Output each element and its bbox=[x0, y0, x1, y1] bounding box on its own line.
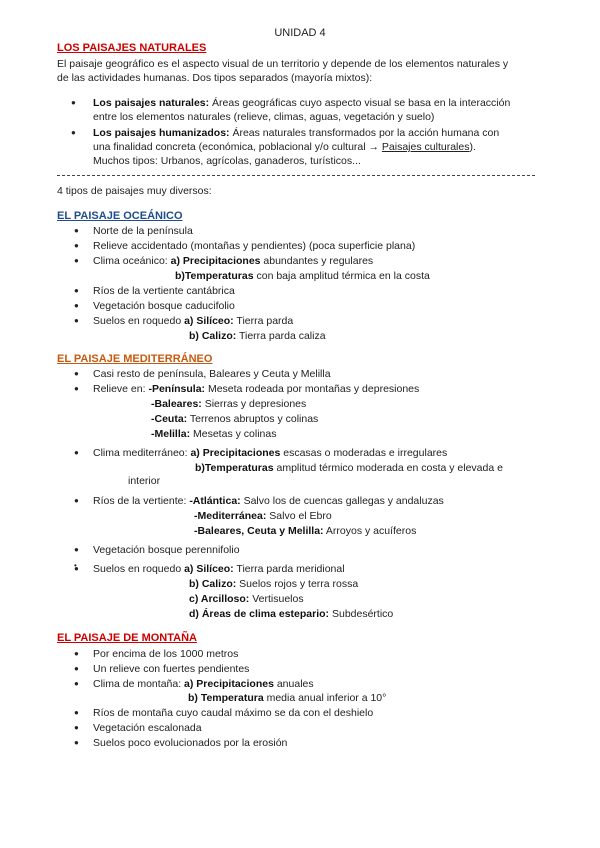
label-atlantica: -Atlántica: bbox=[189, 495, 241, 507]
mediterraneo-relieve-baleares bbox=[151, 397, 306, 411]
bullet-paisajes-humanizados bbox=[93, 126, 499, 140]
mediterraneo-item-rios bbox=[93, 494, 444, 508]
text-fragment: ). bbox=[469, 141, 476, 153]
text-fragment: Salvo el Ebro bbox=[266, 510, 332, 522]
heading-paisaje-montana: EL PAISAJE DE MONTAÑA bbox=[57, 632, 197, 644]
text-fragment: media anual inferior a 10° bbox=[263, 692, 387, 704]
text-fragment: una finalidad concreta (económica, poblacional y/o cultural → bbox=[93, 141, 382, 153]
text-fragment: Tierra parda bbox=[233, 315, 294, 327]
text-fragment: Suelos rojos y terra rossa bbox=[236, 578, 359, 590]
text-fragment: escasas o moderadas e irregulares bbox=[280, 447, 448, 459]
label-temperatura: b) Temperatura bbox=[188, 692, 264, 704]
mediterraneo-item-vegetacion: ● Vegetación bosque perennifolio bbox=[93, 543, 240, 557]
label-siliceo: a) Silíceo: bbox=[184, 563, 234, 575]
heading-paisajes-naturales: LOS PAISAJES NATURALES bbox=[57, 42, 207, 54]
mediterraneo-clima-temperaturas bbox=[195, 461, 503, 475]
label-temperaturas: b)Temperaturas bbox=[175, 270, 254, 282]
mediterraneo-item-clima bbox=[93, 446, 447, 460]
dashed-divider bbox=[57, 175, 535, 176]
text-fragment: Arroyos y acuíferos bbox=[323, 525, 417, 537]
definition-text: Áreas naturales transformados por la acción humana con bbox=[229, 127, 500, 139]
bullet-paisajes-naturales-cont: entre los elementos naturales (relieve, climas, aguas, vegetación y suelo) bbox=[93, 111, 435, 123]
text-fragment: Relieve en: bbox=[93, 383, 149, 395]
text-fragment: Mesetas y colinas bbox=[190, 428, 277, 440]
label-ceuta: -Ceuta: bbox=[151, 413, 188, 425]
text-fragment: Salvo los de cuencas gallegas y andaluzas bbox=[240, 495, 444, 507]
mediterraneo-rios-baleares-ceuta-melilla bbox=[194, 524, 416, 538]
label-temperaturas: b)Temperaturas bbox=[195, 462, 274, 474]
oceanico-item-suelos-calizo bbox=[189, 329, 326, 343]
bullet-paisajes-humanizados-cont bbox=[93, 140, 476, 154]
mediterraneo-suelos-arcilloso bbox=[189, 592, 304, 606]
label-precipitaciones: a) Precipitaciones bbox=[190, 447, 281, 459]
term-paisajes-humanizados: Los paisajes humanizados: bbox=[93, 127, 230, 139]
text-fragment: Terrenos abruptos y colinas bbox=[187, 413, 319, 425]
label-mediterranea: -Mediterránea: bbox=[194, 510, 267, 522]
text-fragment: Suelos en roquedo bbox=[93, 563, 185, 575]
text-fragment: Sierras y depresiones bbox=[201, 398, 307, 410]
term-paisajes-naturales: Los paisajes naturales: bbox=[93, 97, 210, 109]
mediterraneo-relieve-ceuta bbox=[151, 412, 318, 426]
mediterraneo-item-suelos bbox=[93, 562, 345, 576]
text-fragment: Clima de montaña: bbox=[93, 678, 185, 690]
oceanico-item-vegetacion: ● Vegetación bosque caducifolio bbox=[93, 299, 235, 313]
text-fragment: Tierra parda caliza bbox=[236, 330, 326, 342]
mediterraneo-suelos-estepario bbox=[189, 607, 393, 621]
oceanico-item-suelos bbox=[93, 314, 293, 328]
text-fragment: Vertisuelos bbox=[249, 593, 304, 605]
text-fragment: Meseta rodeada por montañas y depresiones bbox=[205, 383, 420, 395]
montana-item-suelos: ● Suelos poco evolucionados por la erosión bbox=[93, 736, 287, 750]
label-arcilloso: c) Arcilloso: bbox=[189, 593, 250, 605]
label-baleares-ceuta-melilla: -Baleares, Ceuta y Melilla: bbox=[194, 525, 324, 537]
mediterraneo-item-ubicacion: ● Casi resto de península, Baleares y Ceuta y Melilla bbox=[93, 367, 331, 381]
montana-item-rios: ● Ríos de montaña cuyo caudal máximo se da con el deshielo bbox=[93, 706, 373, 720]
text-fragment: Suelos en roquedo bbox=[93, 315, 185, 327]
oceanico-item-rios: ● Ríos de la vertiente cantábrica bbox=[93, 284, 235, 298]
text-fragment: Clima oceánico: bbox=[93, 255, 171, 267]
unit-title: UNIDAD 4 bbox=[274, 27, 326, 39]
link-paisajes-culturales[interactable]: Paisajes culturales bbox=[381, 141, 470, 153]
label-melilla: -Melilla: bbox=[151, 428, 191, 440]
text-fragment: Clima mediterráneo: bbox=[93, 447, 191, 459]
heading-paisaje-oceanico: EL PAISAJE OCEÁNICO bbox=[57, 210, 183, 222]
label-baleares: -Baleares: bbox=[151, 398, 202, 410]
intro-paragraph-line-1: El paisaje geográfico es el aspecto visual de un territorio y depende de los elementos naturales y bbox=[57, 58, 509, 70]
bullet-paisajes-humanizados-types: Muchos tipos: Urbanos, agrícolas, ganaderos, turísticos... bbox=[93, 155, 361, 167]
montana-clima-temperatura bbox=[188, 691, 386, 705]
types-intro: 4 tipos de paisajes muy diversos: bbox=[57, 185, 212, 197]
mediterraneo-item-relieve bbox=[93, 382, 419, 396]
montana-item-relieve: ● Un relieve con fuertes pendientes bbox=[93, 662, 249, 676]
heading-paisaje-mediterraneo: EL PAISAJE MEDITERRÁNEO bbox=[57, 353, 213, 365]
montana-item-altitud: ● Por encima de los 1000 metros bbox=[93, 647, 238, 661]
mediterraneo-relieve-melilla bbox=[151, 427, 276, 441]
text-fragment: anuales bbox=[273, 678, 314, 690]
label-calizo: b) Calizo: bbox=[189, 578, 237, 590]
text-fragment: Subdesértico bbox=[329, 608, 394, 620]
text-fragment: Ríos de la vertiente: bbox=[93, 495, 190, 507]
mediterraneo-clima-temperaturas-cont: interior bbox=[128, 475, 161, 487]
text-fragment: Tierra parda meridional bbox=[233, 563, 345, 575]
oceanico-item-norte: ● Norte de la península bbox=[93, 224, 193, 238]
oceanico-item-clima bbox=[93, 254, 373, 268]
montana-item-clima bbox=[93, 677, 314, 691]
label-peninsula: -Península: bbox=[148, 383, 206, 395]
mediterraneo-suelos-calizo bbox=[189, 577, 358, 591]
oceanico-item-relieve: ● Relieve accidentado (montañas y pendientes) (poca superficie plana) bbox=[93, 239, 415, 253]
stray-bullet: • bbox=[74, 561, 77, 570]
text-fragment: abundantes y regulares bbox=[260, 255, 374, 267]
montana-item-vegetacion: ● Vegetación escalonada bbox=[93, 721, 202, 735]
label-precipitaciones: a) Precipitaciones bbox=[170, 255, 261, 267]
text-fragment: con baja amplitud térmica en la costa bbox=[253, 270, 430, 282]
definition-text: Áreas geográficas cuyo aspecto visual se basa en la interacción bbox=[209, 97, 511, 109]
label-siliceo: a) Silíceo: bbox=[184, 315, 234, 327]
intro-paragraph-line-2: de las actividades humanas. Dos tipos separados (mayoría mixtos): bbox=[57, 72, 373, 84]
mediterraneo-rios-mediterranea bbox=[194, 509, 332, 523]
label-precipitaciones: a) Precipitaciones bbox=[184, 678, 274, 690]
label-areas-clima-estepario: d) Áreas de clima estepario: bbox=[189, 608, 330, 620]
label-calizo: b) Calizo: bbox=[189, 330, 237, 342]
bullet-paisajes-naturales bbox=[93, 96, 510, 110]
oceanico-item-clima-temperaturas bbox=[175, 269, 430, 283]
text-fragment: amplitud térmico moderada en costa y elevada e bbox=[273, 462, 503, 474]
